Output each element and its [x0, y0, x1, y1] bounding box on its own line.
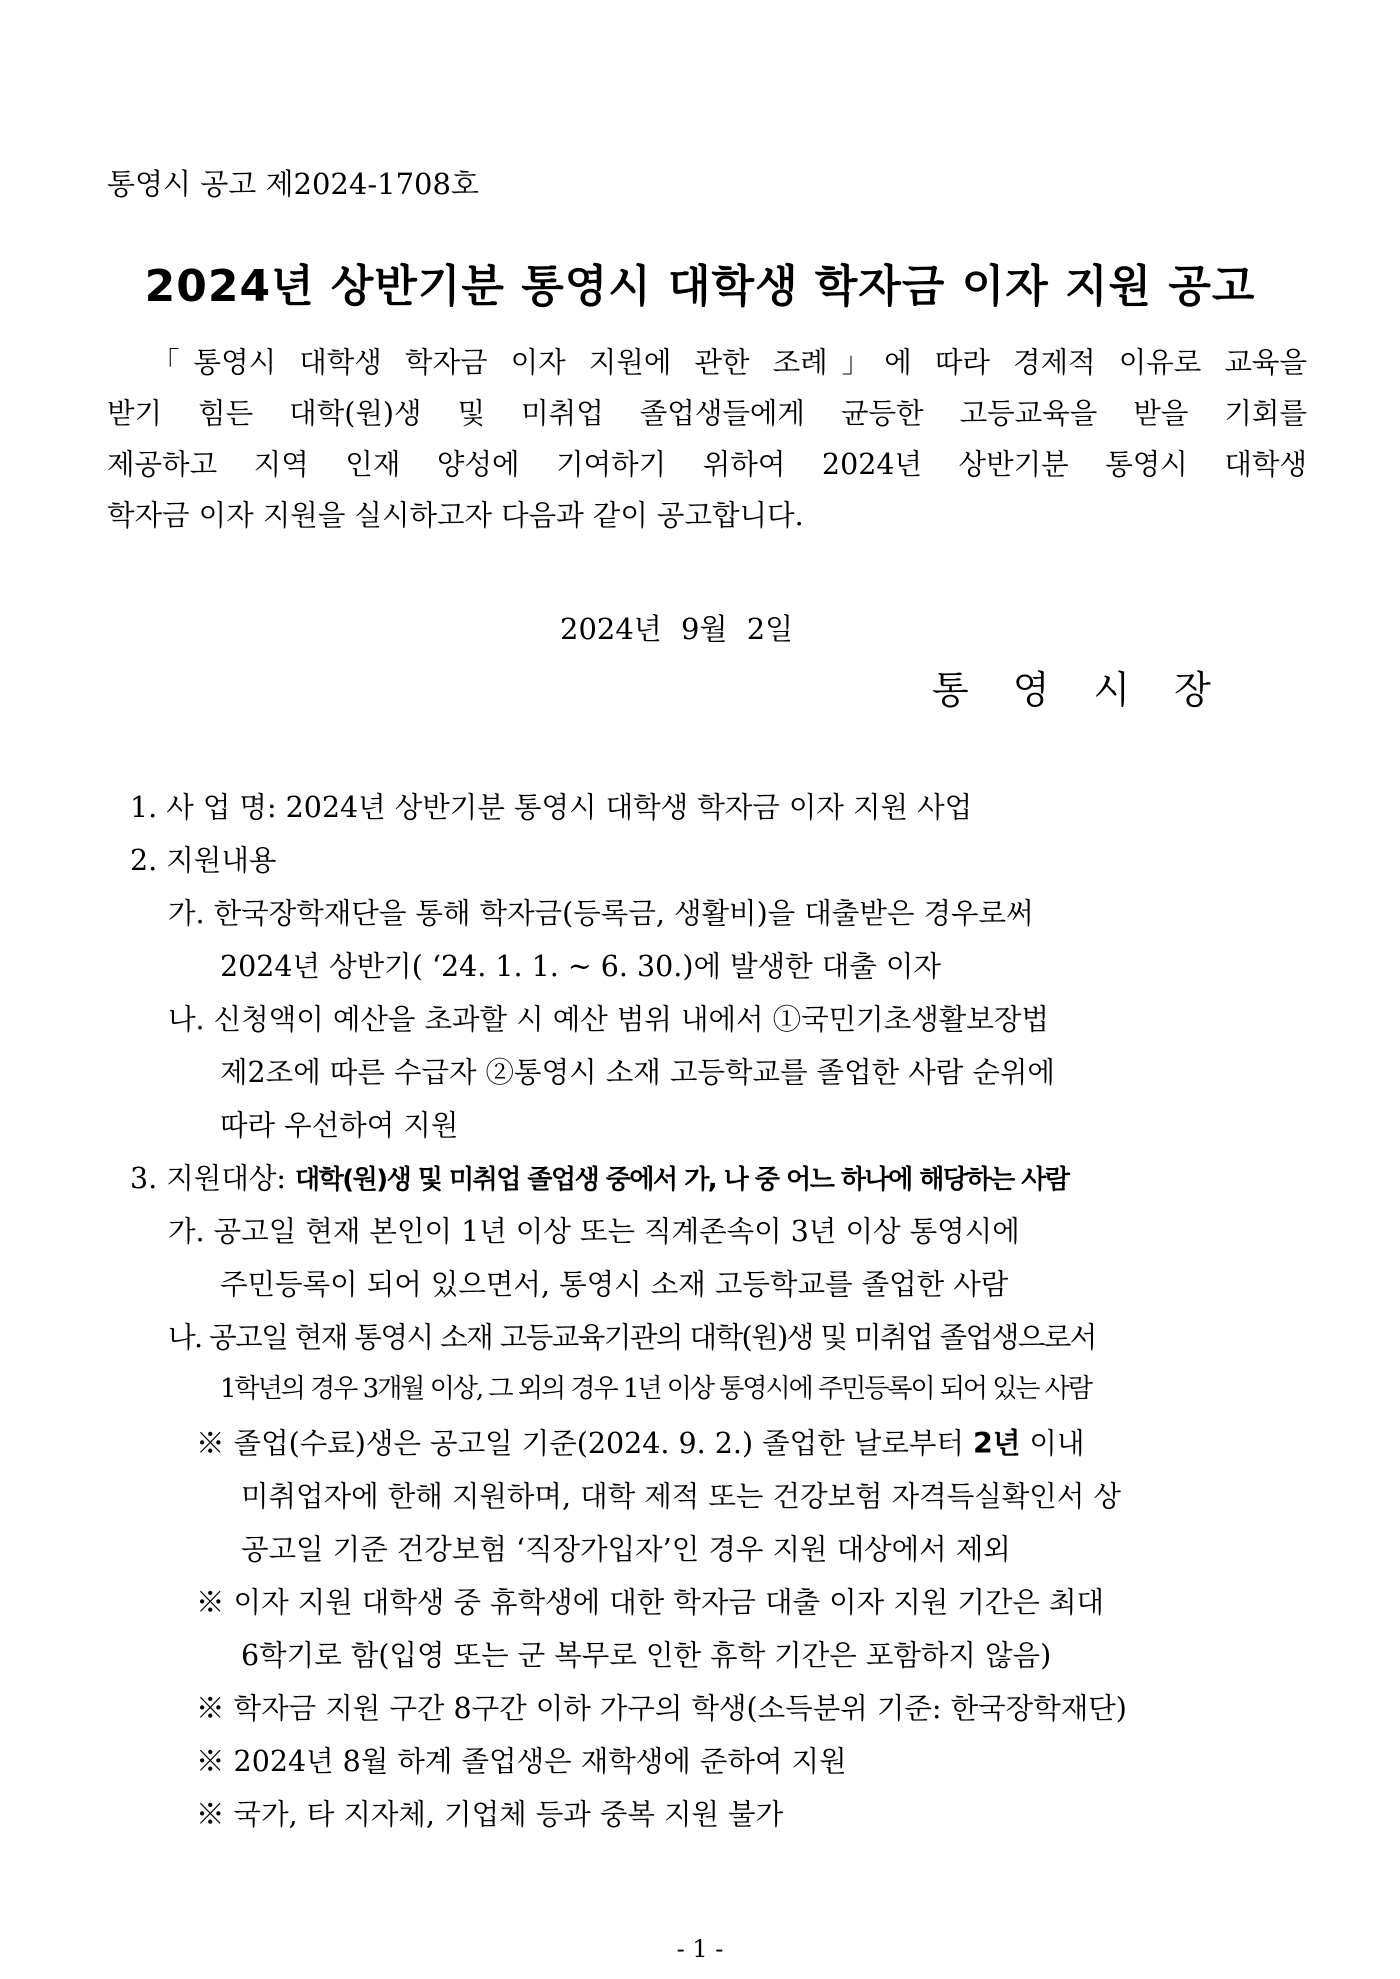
note-1-cont: 공고일 기준 건강보험 ‘직장가입자’인 경우 지원 대상에서 제외: [241, 1533, 1011, 1566]
intro-line: 받기 힘든 대학(원)생 및 미취업 졸업생들에게 균등한 고등교육을 받을 기회를: [107, 397, 1307, 430]
intro-line: 「통영시 대학생 학자금 이자 지원에 관한 조례」에 따라 경제적 이유로 교육을: [151, 346, 1307, 379]
note-1-bold-period: 2년: [972, 1427, 1021, 1460]
note-3: ※ 학자금 지원 구간 8구간 이하 가구의 학생(소득분위 기준: 한국장학재단): [196, 1692, 1127, 1725]
section-1-project-name: 1. 사 업 명: 2024년 상반기분 통영시 대학생 학자금 이자 지원 사업: [130, 791, 973, 824]
section-3-item-a-cont: 주민등록이 되어 있으면서, 통영시 소재 고등학교를 졸업한 사람: [220, 1268, 1009, 1301]
note-4: ※ 2024년 8월 하계 졸업생은 재학생에 준하여 지원: [196, 1745, 847, 1778]
notice-number: 통영시 공고 제2024-1708호: [107, 167, 479, 201]
issuer-mayor: 통영시장: [932, 668, 1255, 712]
document-title: 2024년 상반기분 통영시 대학생 학자금 이자 지원 공고: [144, 261, 1256, 312]
note-1-cont: 미취업자에 한해 지원하며, 대학 제적 또는 건강보험 자격득실확인서 상: [241, 1480, 1121, 1513]
section-2-item-b-cont: 제2조에 따른 수급자 ②통영시 소재 고등학교를 졸업한 사람 순위에: [220, 1056, 1055, 1089]
section-2-item-a: 가. 한국장학재단을 통해 학자금(등록금, 생활비)을 대출받은 경우로써: [168, 897, 1034, 930]
page-number: - 1 -: [676, 1935, 724, 1963]
section-3-target-bold: 대학(원)생 및 미취업 졸업생 중에서 가, 나 중 어느 하나에 해당하는 사람: [295, 1165, 1069, 1195]
intro-paragraph: [107, 337, 1307, 541]
section-2-item-b: 나. 신청액이 예산을 초과할 시 예산 범위 내에서 ①국민기초생활보장법: [168, 1003, 1049, 1036]
section-3-item-b-cont: 1학년의 경우 3개월 이상, 그 외의 경우 1년 이상 통영시에 주민등록이 되어 있는 사람: [220, 1374, 1092, 1404]
note-5: ※ 국가, 타 지자체, 기업체 등과 중복 지원 불가: [196, 1798, 784, 1831]
intro-line: 제공하고 지역 인재 양성에 기여하기 위하여 2024년 상반기분 통영시 대학생: [107, 448, 1307, 481]
note-2-cont: 6학기로 함(입영 또는 군 복무로 인한 휴학 기간은 포함하지 않음): [241, 1639, 1052, 1672]
section-3-item-a: 가. 공고일 현재 본인이 1년 이상 또는 직계존속이 3년 이상 통영시에: [168, 1215, 1020, 1248]
note-1-text: ※ 졸업(수료)생은 공고일 기준(2024. 9. 2.) 졸업한 날로부터: [196, 1427, 973, 1460]
note-1: [196, 1421, 1084, 1462]
note-2: ※ 이자 지원 대학생 중 휴학생에 대한 학자금 대출 이자 지원 기간은 최대: [196, 1586, 1105, 1619]
intro-line: 학자금 이자 지원을 실시하고자 다음과 같이 공고합니다.: [107, 499, 804, 532]
section-3-label: 3. 지원대상:: [130, 1162, 296, 1195]
section-2-heading: 2. 지원내용: [130, 844, 277, 877]
section-3-heading: [130, 1156, 1069, 1197]
announcement-date: 2024년 9월 2일: [560, 612, 794, 646]
section-2-item-a-cont: 2024년 상반기( ‘24. 1. 1. ~ 6. 30.)에 발생한 대출 이자: [220, 950, 941, 983]
section-3-item-b: 나. 공고일 현재 통영시 소재 고등교육기관의 대학(원)생 및 미취업 졸업생으로서: [168, 1321, 1096, 1354]
section-2-item-b-cont: 따라 우선하여 지원: [220, 1109, 459, 1142]
note-1-text: 이내: [1020, 1427, 1085, 1460]
